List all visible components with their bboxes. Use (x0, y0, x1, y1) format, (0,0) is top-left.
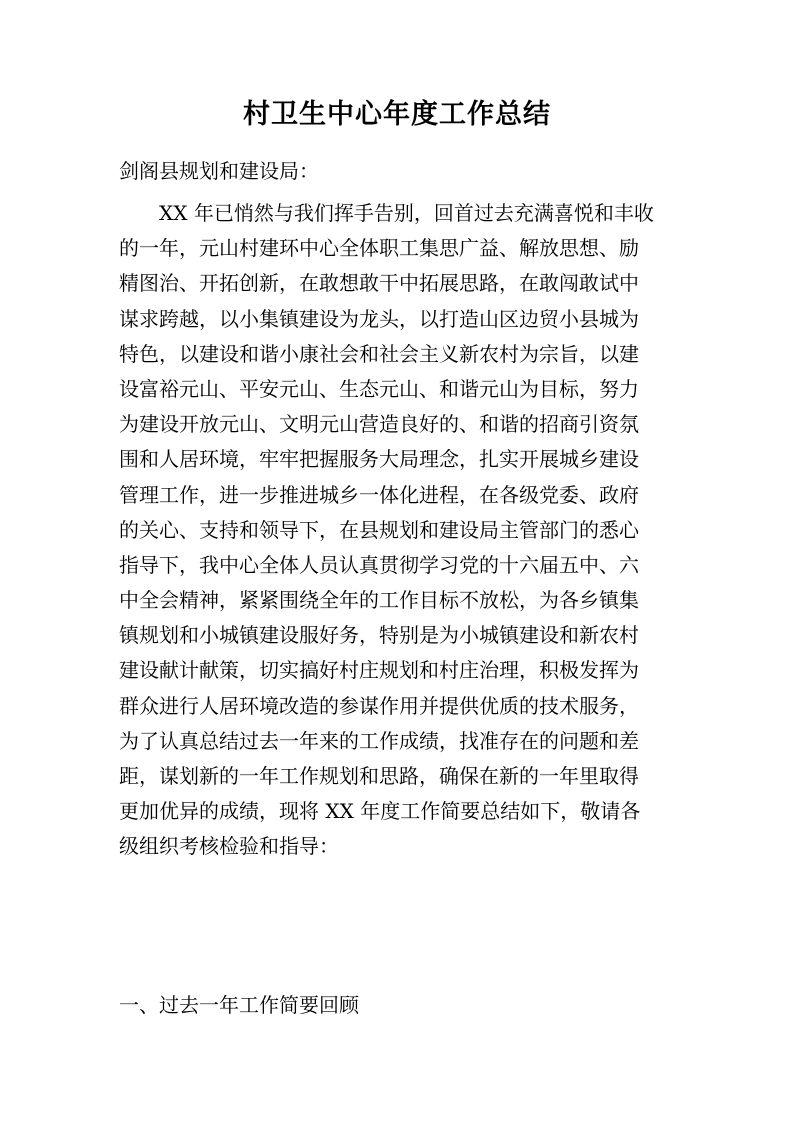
paragraph-line: 镇规划和小城镇建设服好务，特别是为小城镇建设和新农村 (119, 623, 639, 648)
paragraph-line: 管理工作，进一步推进城乡一体化进程，在各级党委、政府 (119, 482, 639, 507)
paragraph-line: 为建设开放元山、文明元山营造良好的、和谐的招商引资氛 (119, 412, 639, 437)
document-title: 村卫生中心年度工作总结 (243, 99, 551, 130)
paragraph-line: 精图治、开拓创新，在敢想敢干中拓展思路，在敢闯敢试中 (119, 271, 639, 296)
paragraph-line: 的关心、支持和领导下，在县规划和建设局主管部门的悉心 (119, 517, 639, 542)
paragraph-line: XX 年已悄然与我们挥手告别，回首过去充满喜悦和丰收 (159, 201, 654, 225)
paragraph-line: 距，谋划新的一年工作规划和思路，确保在新的一年里取得 (119, 764, 639, 788)
paragraph-line: 设富裕元山、平安元山、生态元山、和谐元山为目标，努力 (119, 376, 639, 401)
paragraph-line: 群众进行人居环境改造的参谋作用并提供优质的技术服务， (119, 693, 639, 718)
paragraph-line: 更加优异的成绩，现将 XX 年度工作简要总结如下，敬请各 (119, 799, 641, 824)
paragraph-line: 特色，以建设和谐小康社会和社会主义新农村为宗旨，以建 (119, 341, 639, 366)
paragraph-line: 的一年，元山村建环中心全体职工集思广益、解放思想、励 (119, 236, 639, 261)
salutation: 剑阁县规划和建设局： (119, 159, 319, 183)
paragraph-line: 指导下，我中心全体人员认真贯彻学习党的十六届五中、六 (119, 552, 639, 577)
paragraph-line: 中全会精神，紧紧围绕全年的工作目标不放松，为各乡镇集 (119, 588, 639, 613)
paragraph-line: 为了认真总结过去一年来的工作成绩，找准存在的问题和差 (119, 728, 639, 753)
body-paragraph (119, 196, 679, 865)
paragraph-line: 建设献计献策，切实搞好村庄规划和村庄治理，积极发挥为 (119, 658, 639, 683)
paragraph-line: 级组织考核检验和指导： (119, 834, 339, 859)
paragraph-line: 围和人居环境，牢牢把握服务大局理念，扎实开展城乡建设 (119, 447, 639, 472)
section-heading: 一、过去一年工作简要回顾 (119, 993, 359, 1017)
paragraph-line: 谋求跨越，以小集镇建设为龙头，以打造山区边贸小县城为 (119, 306, 639, 331)
